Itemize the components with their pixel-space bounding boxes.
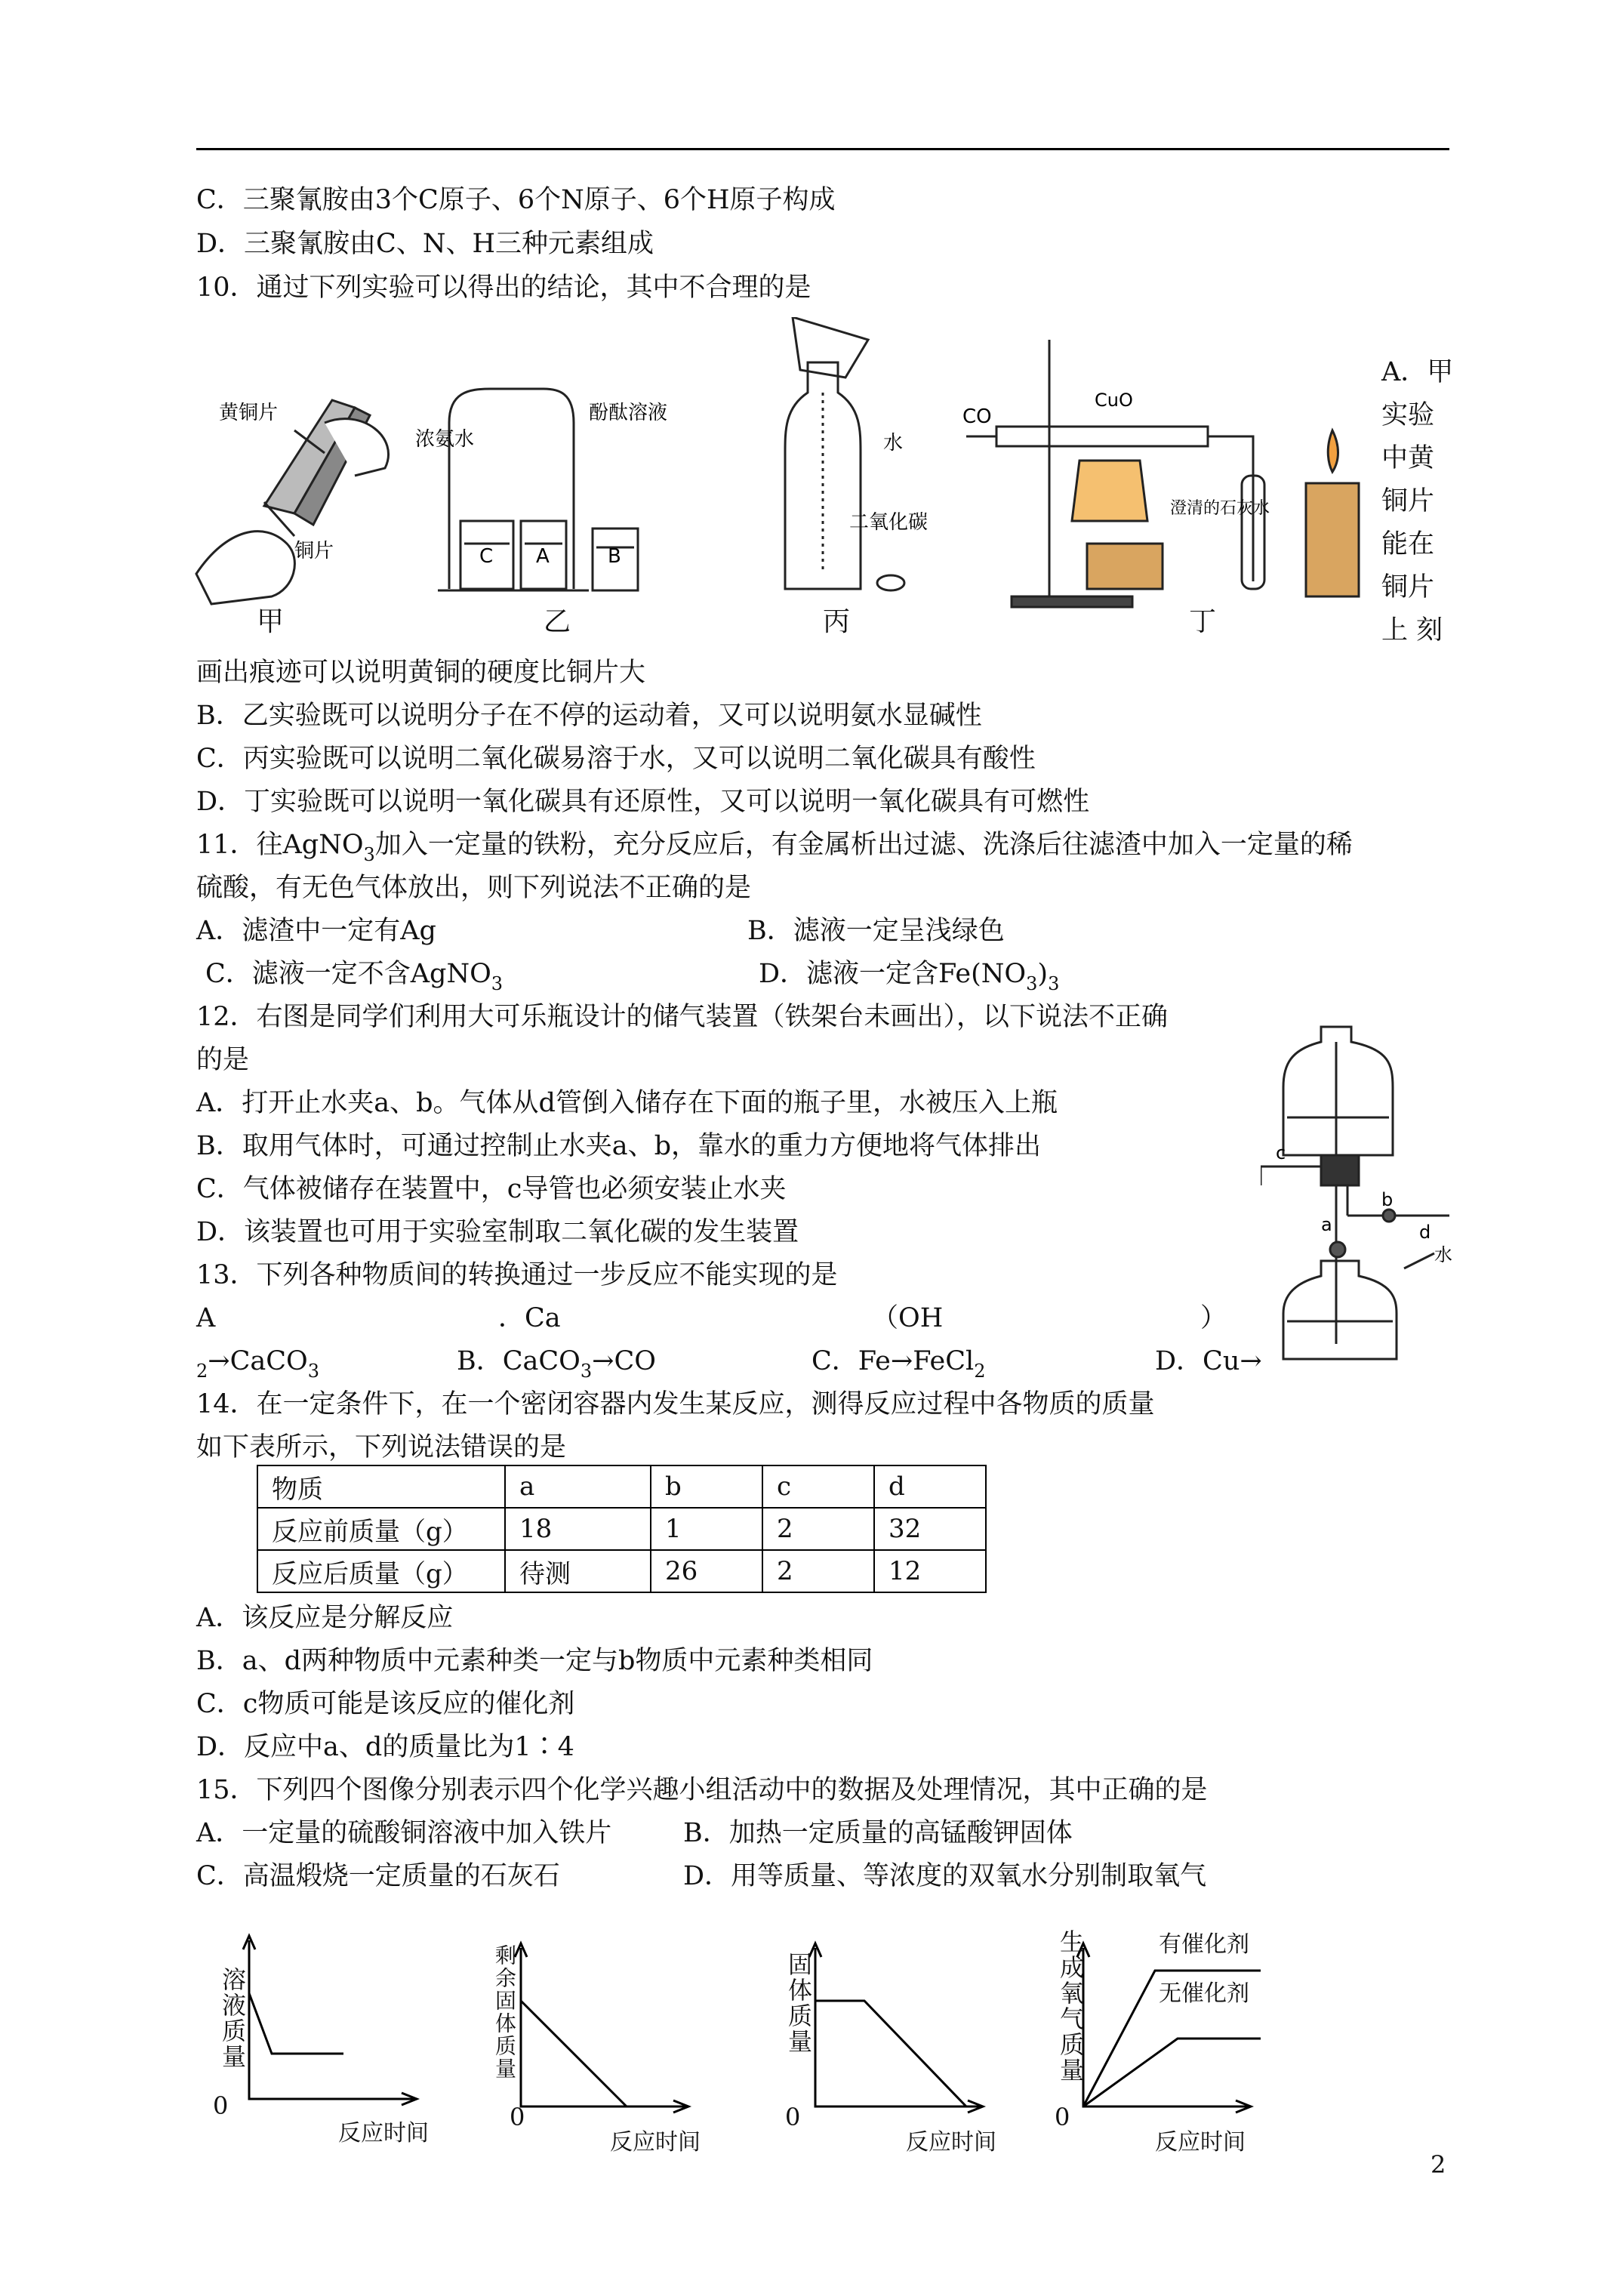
beaker-b-label: B bbox=[608, 545, 621, 568]
table-header-cell: d bbox=[874, 1465, 986, 1508]
q14-stem-2: 如下表所示，下列说法错误的是 bbox=[196, 1432, 567, 1462]
graph-d-xlabel: 反应时间 bbox=[1155, 2129, 1246, 2156]
ding-cuo-label: CuO bbox=[1095, 390, 1133, 411]
fig-label-jia: 甲 bbox=[257, 606, 285, 637]
graph-d-ylabel: 生成氧气质量 bbox=[1056, 1929, 1085, 2083]
ding-lime-label: 澄清的石灰水 bbox=[1170, 499, 1270, 518]
graph-b-axes bbox=[513, 1940, 710, 2137]
q10a-side-3: 中黄 bbox=[1381, 443, 1435, 473]
q14-option-a: A．该反应是分解反应 bbox=[196, 1603, 454, 1633]
graph-b-xlabel: 反应时间 bbox=[610, 2129, 701, 2156]
q10a-side-1: A．甲 bbox=[1381, 357, 1454, 387]
table-cell: 反应前质量（g） bbox=[257, 1508, 505, 1550]
graph-a-ylabel: 溶液质量 bbox=[218, 1967, 247, 2069]
q12-stem-2: 的是 bbox=[196, 1045, 250, 1075]
q10-option-b: B．乙实验既可以说明分子在不停的运动着，又可以说明氨水显碱性 bbox=[196, 701, 982, 731]
q13-stem: 13．下列各种物质间的转换通过一步反应不能实现的是 bbox=[196, 1260, 838, 1290]
q13-option-b: B．CaCO$_3$→CO bbox=[457, 1346, 656, 1382]
beaker-a-label: A bbox=[536, 545, 550, 568]
q11-option-a: A．滤渣中一定有Ag bbox=[196, 916, 436, 946]
fig-label-bing: 丙 bbox=[823, 606, 851, 637]
q11-option-c: C．滤液一定不含AgNO$_3$ bbox=[205, 959, 504, 994]
q11-option-d: D．滤液一定含$Fe(NO_3)_3$ bbox=[759, 959, 1060, 994]
q10a-side-5: 能在 bbox=[1381, 529, 1435, 559]
q10-option-c: C．丙实验既可以说明二氧化碳易溶于水，又可以说明二氧化碳具有酸性 bbox=[196, 744, 1036, 774]
table-row bbox=[257, 1508, 986, 1550]
q12-option-a: A．打开止水夹a、b。气体从d管倒入储存在下面的瓶子里，水被压入上瓶 bbox=[196, 1088, 1058, 1118]
q14-option-d: D．反应中a、d的质量比为1∶4 bbox=[196, 1732, 574, 1762]
q12-label-d: d bbox=[1419, 1222, 1431, 1243]
q12-label-b: b bbox=[1381, 1189, 1394, 1210]
table-header-row bbox=[257, 1465, 986, 1508]
q12-option-b: B．取用气体时，可通过控制止水夹a、b，靠水的重力方便地将气体排出 bbox=[196, 1131, 1041, 1161]
header-rule bbox=[196, 148, 1449, 150]
fig-ding-apparatus bbox=[966, 340, 1359, 607]
table-cell: 18 bbox=[505, 1508, 651, 1550]
graph-c-axes bbox=[808, 1940, 1004, 2137]
q13-option-d: D．Cu→ bbox=[1155, 1346, 1262, 1376]
table-header-cell: b bbox=[651, 1465, 762, 1508]
q13-a-part2: （OH bbox=[872, 1303, 944, 1333]
jia-copper-label: 铜片 bbox=[294, 540, 334, 562]
q12-gas-storage-figure bbox=[1261, 1012, 1472, 1367]
q10a-side-4: 铜片 bbox=[1381, 486, 1435, 516]
q10-apparatus-figures bbox=[181, 317, 1480, 642]
q12-label-a: a bbox=[1321, 1214, 1332, 1235]
q10a-side-7: 上 刻 bbox=[1381, 615, 1443, 646]
q14-option-c: C．c物质可能是该反应的催化剂 bbox=[196, 1689, 575, 1719]
q10a-continued: 画出痕迹可以说明黄铜的硬度比铜片大 bbox=[196, 658, 646, 688]
graph-a-origin: 0 bbox=[213, 2091, 229, 2120]
table-cell: 待测 bbox=[505, 1550, 651, 1592]
beaker-c-label: C bbox=[479, 545, 494, 568]
table-cell: 2 bbox=[762, 1550, 874, 1592]
mass-table bbox=[257, 1465, 987, 1593]
q13-a-letter: A bbox=[196, 1303, 216, 1333]
graph-c-ylabel: 固体质量 bbox=[784, 1952, 813, 2054]
graph-a-curve bbox=[249, 1993, 343, 2054]
yi-ammonia-label: 浓氨水 bbox=[415, 428, 475, 451]
q15-option-b: B．加热一定质量的高锰酸钾固体 bbox=[683, 1818, 1073, 1848]
jia-brass-label: 黄铜片 bbox=[219, 402, 279, 424]
graph-d-origin: 0 bbox=[1055, 2103, 1070, 2131]
table-cell: 2 bbox=[762, 1508, 874, 1550]
q14-stem-1: 14．在一定条件下，在一个密闭容器内发生某反应，测得反应过程中各物质的质量 bbox=[196, 1389, 1155, 1419]
ding-co-label: CO bbox=[962, 405, 992, 428]
table-cell: 12 bbox=[874, 1550, 986, 1592]
yi-phenol-label: 酚酞溶液 bbox=[589, 402, 668, 424]
q12-label-c: c bbox=[1276, 1142, 1286, 1163]
bing-water-label: 水 bbox=[883, 432, 904, 455]
table-cell: 反应后质量（g） bbox=[257, 1550, 505, 1592]
q9-option-c: C．三聚氰胺由3个C原子、6个N原子、6个H原子构成 bbox=[196, 185, 836, 215]
table-header-cell: c bbox=[762, 1465, 874, 1508]
bing-co2-label: 二氧化碳 bbox=[849, 511, 929, 534]
q14-option-b: B．a、d两种物质中元素种类一定与b物质中元素种类相同 bbox=[196, 1646, 873, 1676]
graph-d-axes bbox=[1076, 1940, 1272, 2137]
fig-label-yi: 乙 bbox=[544, 606, 571, 637]
q15-option-d: D．用等质量、等浓度的双氧水分别制取氧气 bbox=[683, 1861, 1207, 1891]
graph-c-curve bbox=[815, 2001, 966, 2106]
table-cell: 32 bbox=[874, 1508, 986, 1550]
table-cell: 26 bbox=[651, 1550, 762, 1592]
q12-label-water: 水 bbox=[1434, 1244, 1452, 1265]
graph-a-axes bbox=[242, 1933, 438, 2129]
fig-label-ding: 丁 bbox=[1189, 606, 1217, 637]
graph-d-label-catalyst: 有催化剂 bbox=[1159, 1931, 1249, 1958]
graph-b-origin: 0 bbox=[510, 2103, 525, 2131]
q15-option-c: C．高温煅烧一定质量的石灰石 bbox=[196, 1861, 560, 1891]
table-cell: 1 bbox=[651, 1508, 762, 1550]
table-header-cell: 物质 bbox=[257, 1465, 505, 1508]
q9-option-d: D．三聚氰胺由C、N、H三种元素组成 bbox=[196, 229, 654, 259]
q12-option-d: D．该装置也可用于实验室制取二氧化碳的发生装置 bbox=[196, 1217, 799, 1247]
q10a-side-6: 铜片 bbox=[1381, 572, 1435, 603]
q12-stem-1: 12．右图是同学们利用大可乐瓶设计的储气装置（铁架台未画出），以下说法不正确 bbox=[196, 1002, 1169, 1032]
graph-c-origin: 0 bbox=[785, 2103, 801, 2131]
page-number: 2 bbox=[1431, 2150, 1446, 2179]
table-header-cell: a bbox=[505, 1465, 651, 1508]
q13-option-a-cont: $_2$→CaCO$_3$ bbox=[196, 1346, 320, 1382]
graph-b-ylabel: 剩余固体质量 bbox=[492, 1944, 517, 2080]
q11-option-b: B．滤液一定呈浅绿色 bbox=[747, 916, 1005, 946]
q13-option-c: C．Fe→FeCl$_2$ bbox=[812, 1346, 986, 1382]
table-row bbox=[257, 1550, 986, 1592]
fig-jia-plates bbox=[196, 400, 389, 604]
graph-c-xlabel: 反应时间 bbox=[906, 2129, 996, 2156]
q11-stem-2: 硫酸，有无色气体放出，则下列说法不正确的是 bbox=[196, 873, 752, 903]
q15-stem: 15．下列四个图像分别表示四个化学兴趣小组活动中的数据及处理情况，其中正确的是 bbox=[196, 1775, 1208, 1805]
q10a-side-2: 实验 bbox=[1381, 400, 1435, 430]
q10-stem: 10．通过下列实验可以得出的结论，其中不合理的是 bbox=[196, 273, 812, 303]
q15-option-a: A．一定量的硫酸铜溶液中加入铁片 bbox=[196, 1818, 612, 1848]
q10-option-d: D．丁实验既可以说明一氧化碳具有还原性，又可以说明一氧化碳具有可燃性 bbox=[196, 787, 1090, 817]
graph-b-curve bbox=[521, 2001, 627, 2106]
graph-d-curve-no-catalyst bbox=[1083, 2039, 1261, 2106]
graph-d-label-no-catalyst: 无催化剂 bbox=[1159, 1980, 1249, 2007]
q13-a-part3: ） bbox=[1200, 1303, 1227, 1333]
q11-stem-1: 11．往AgNO$_3$加入一定量的铁粉，充分反应后，有金属析出过滤、洗涤后往滤渣中加入一定量的稀 bbox=[196, 830, 1353, 865]
q12-option-c: C．气体被储存在装置中，c导管也必须安装止水夹 bbox=[196, 1174, 787, 1204]
q13-a-part1: ．Ca bbox=[498, 1303, 561, 1333]
graph-a-xlabel: 反应时间 bbox=[338, 2120, 429, 2147]
